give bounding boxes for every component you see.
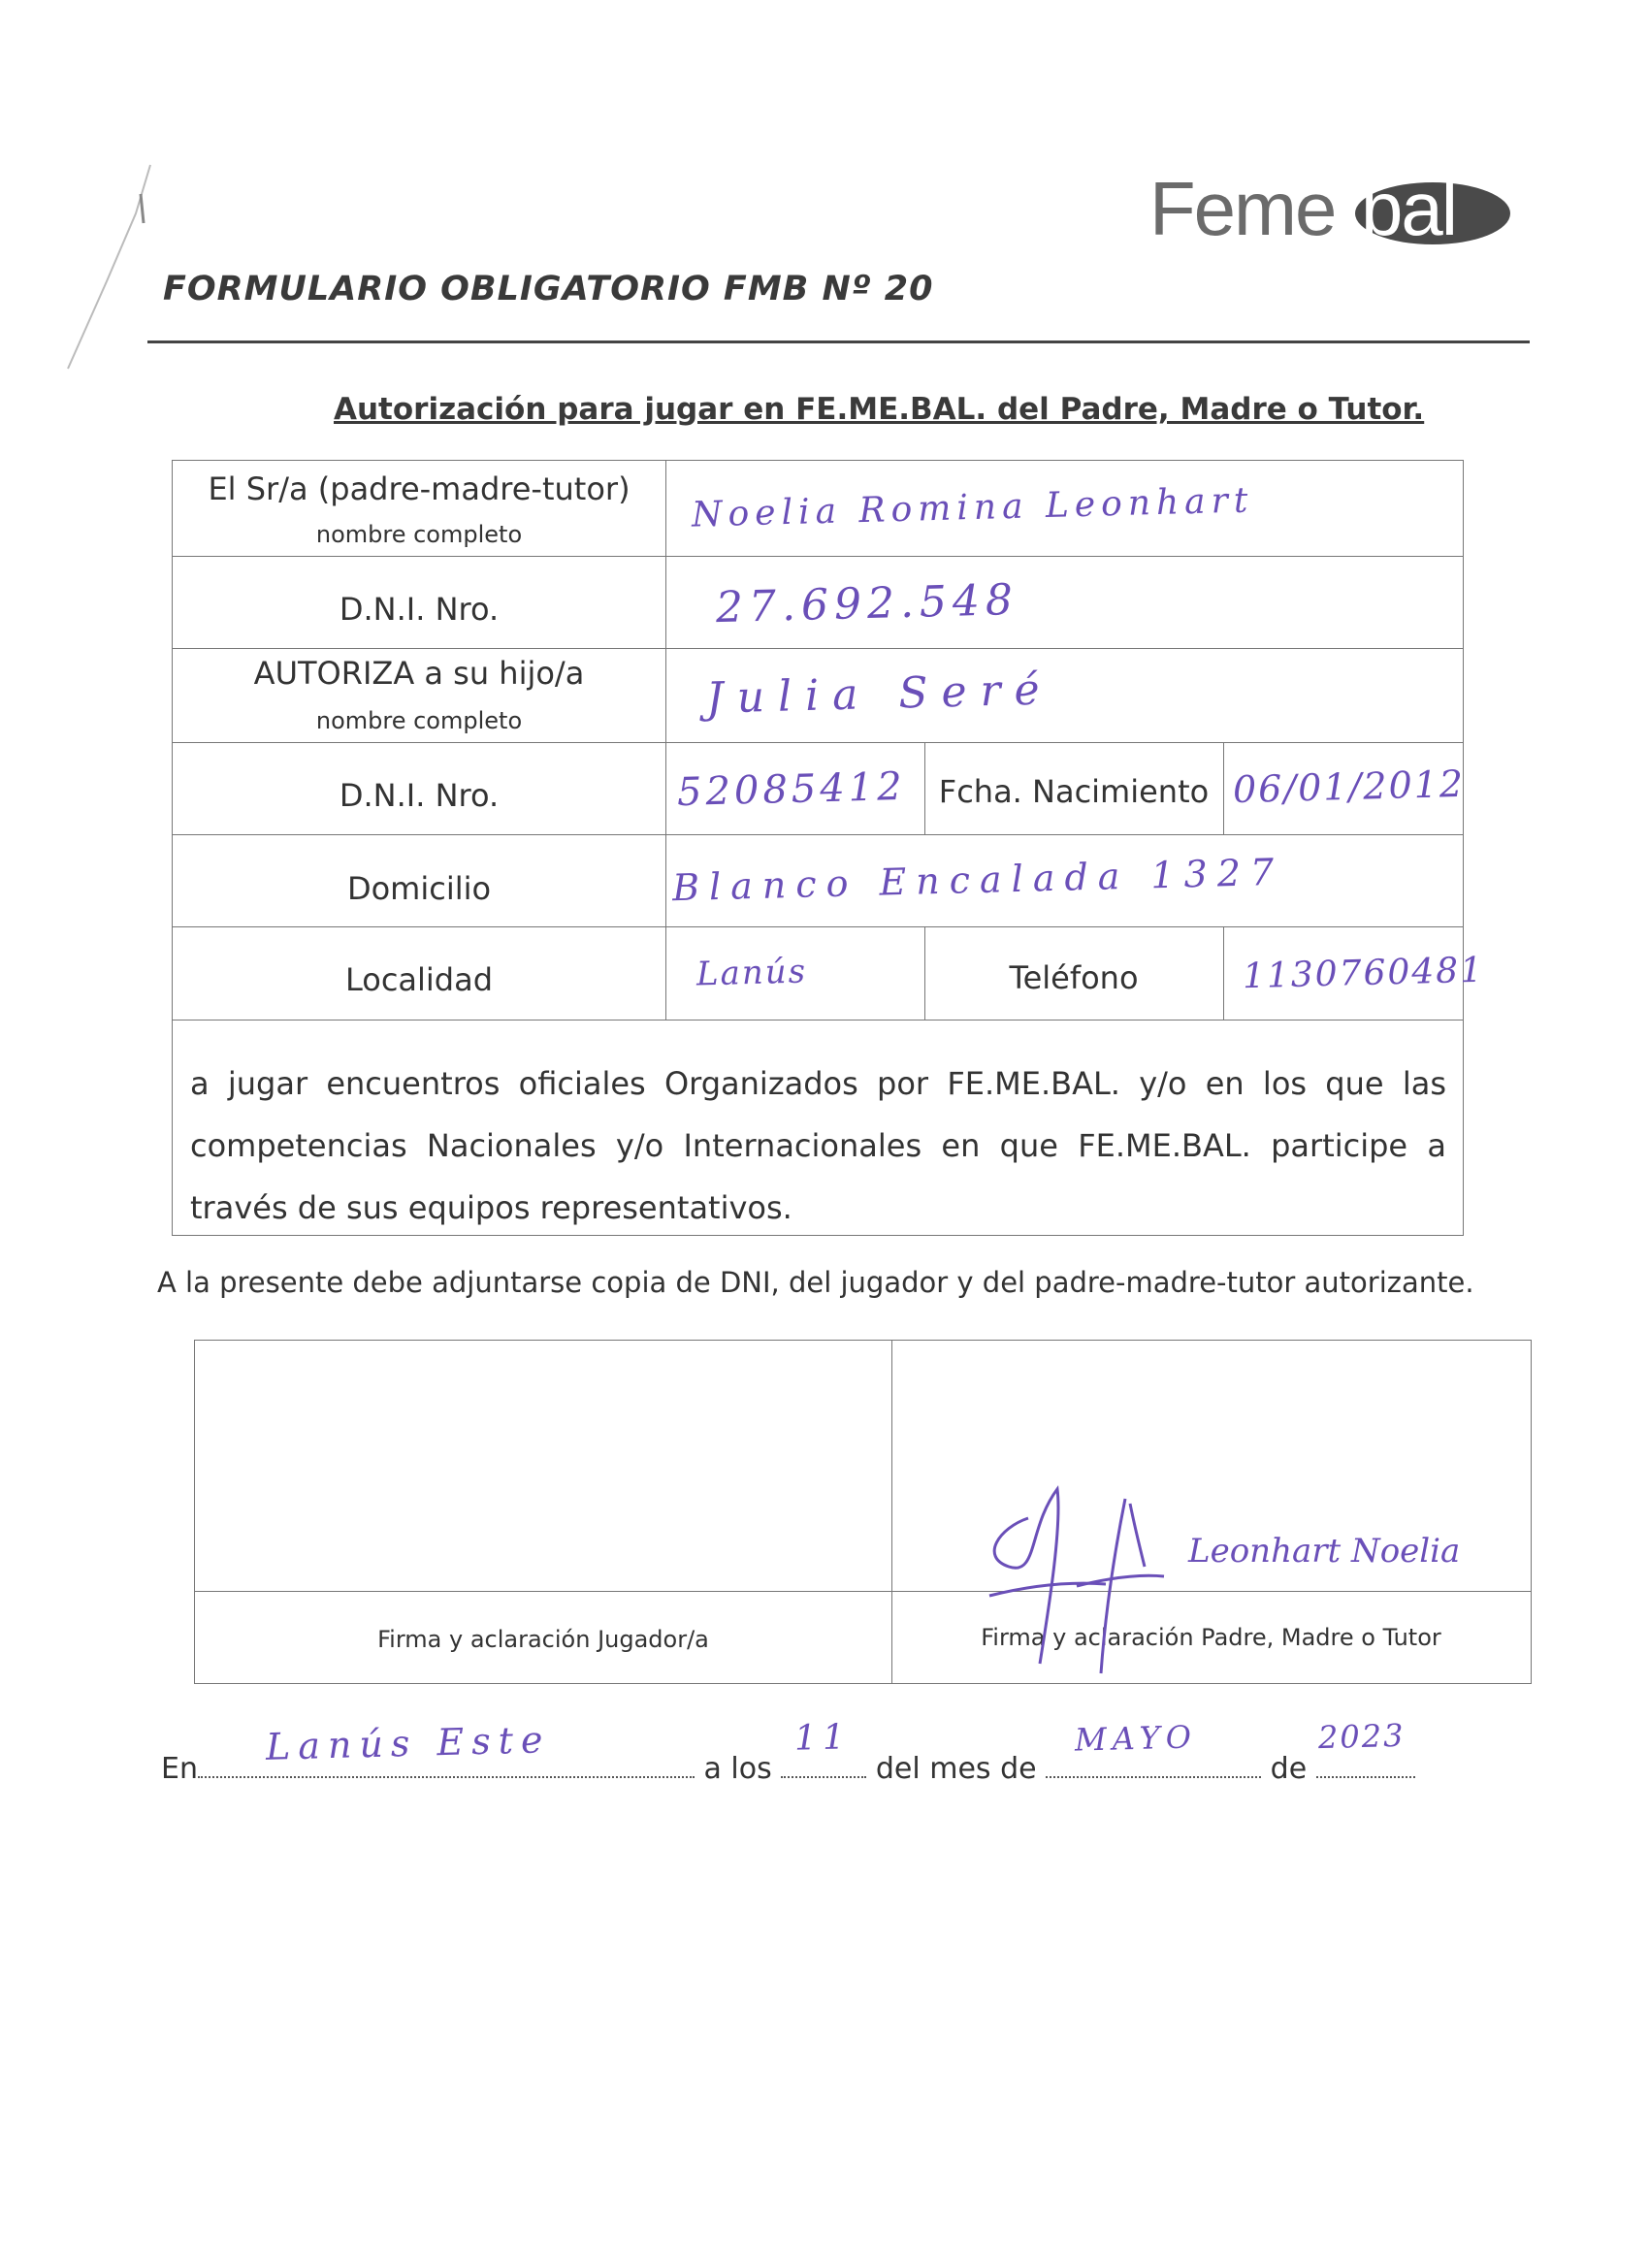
date-en-label: En — [161, 1752, 198, 1786]
locality-value[interactable]: Lanús — [695, 952, 808, 994]
birth-date-value[interactable]: 06/01/2012 — [1232, 761, 1466, 812]
year-value: 2023 — [1317, 1716, 1406, 1757]
child-label: AUTORIZA a su hijo/a — [253, 655, 585, 692]
child-sublabel: nombre completo — [315, 707, 523, 734]
parent-signature-text: Leonhart Noelia — [1188, 1532, 1461, 1571]
parent-signature[interactable] — [970, 1470, 1513, 1693]
player-signature-area[interactable] — [195, 1341, 891, 1591]
year-field[interactable] — [1316, 1716, 1415, 1778]
place-field[interactable] — [198, 1718, 695, 1778]
child-dni-label: D.N.I. Nro. — [339, 777, 500, 814]
parent-dni-label: D.N.I. Nro. — [339, 591, 500, 628]
femebal-logo — [1149, 165, 1518, 254]
attachment-note: A la presente debe adjuntarse copia de DNI, del jugador y del padre-madre-tutor autorizante. — [157, 1266, 1474, 1299]
child-name-value[interactable]: Julia Seré — [705, 664, 1054, 724]
date-mes-label: del mes de — [875, 1752, 1037, 1786]
date-a-los-label: a los — [703, 1752, 772, 1786]
date-de-label: de — [1270, 1752, 1308, 1786]
svg-text:Feme: Feme — [1149, 166, 1336, 251]
date-line — [161, 1716, 1415, 1786]
player-signature-label: Firma y aclaración Jugador/a — [377, 1626, 709, 1653]
day-value: 11 — [793, 1717, 852, 1759]
address-label: Domicilio — [346, 870, 492, 907]
form-title: FORMULARIO OBLIGATORIO FMB Nº 20 — [163, 270, 934, 308]
parent-dni-value[interactable]: 27.692.548 — [715, 574, 1019, 633]
child-dni-value[interactable]: 52085412 — [676, 763, 907, 816]
parent-name-value[interactable]: Noelia Romina Leonhart — [691, 480, 1254, 535]
month-field[interactable] — [1046, 1718, 1261, 1778]
parent-label: El Sr/a (padre-madre-tutor) — [208, 470, 630, 507]
locality-label: Localidad — [344, 961, 494, 998]
day-field[interactable] — [781, 1717, 866, 1778]
form-subtitle: Autorización para jugar en FE.ME.BAL. del Padre, Madre o Tutor. — [334, 392, 1425, 427]
parent-signature-label: Firma y aclaración Padre, Madre o Tutor — [981, 1624, 1441, 1651]
title-rule — [147, 340, 1530, 343]
svg-text:bal: bal — [1361, 166, 1457, 251]
stray-mark — [58, 155, 165, 378]
month-value: MAYO — [1074, 1718, 1198, 1759]
place-value: Lanús Este — [265, 1718, 551, 1768]
authorization-text: a jugar encuentros oficiales Organizados por FE.ME.BAL. y/o en los que las competencias Nacionales y/o Internacionales en que FE.ME.BAL. participe a través de sus equipos representativos. — [190, 1065, 1446, 1226]
authorization-table — [172, 460, 1485, 1236]
phone-label: Teléfono — [1009, 959, 1139, 996]
birth-date-label: Fcha. Nacimiento — [938, 773, 1210, 810]
phone-value[interactable]: 1130760481 — [1242, 950, 1485, 997]
parent-sublabel: nombre completo — [315, 521, 523, 548]
address-value[interactable]: Blanco Encalada 1327 — [671, 850, 1284, 910]
